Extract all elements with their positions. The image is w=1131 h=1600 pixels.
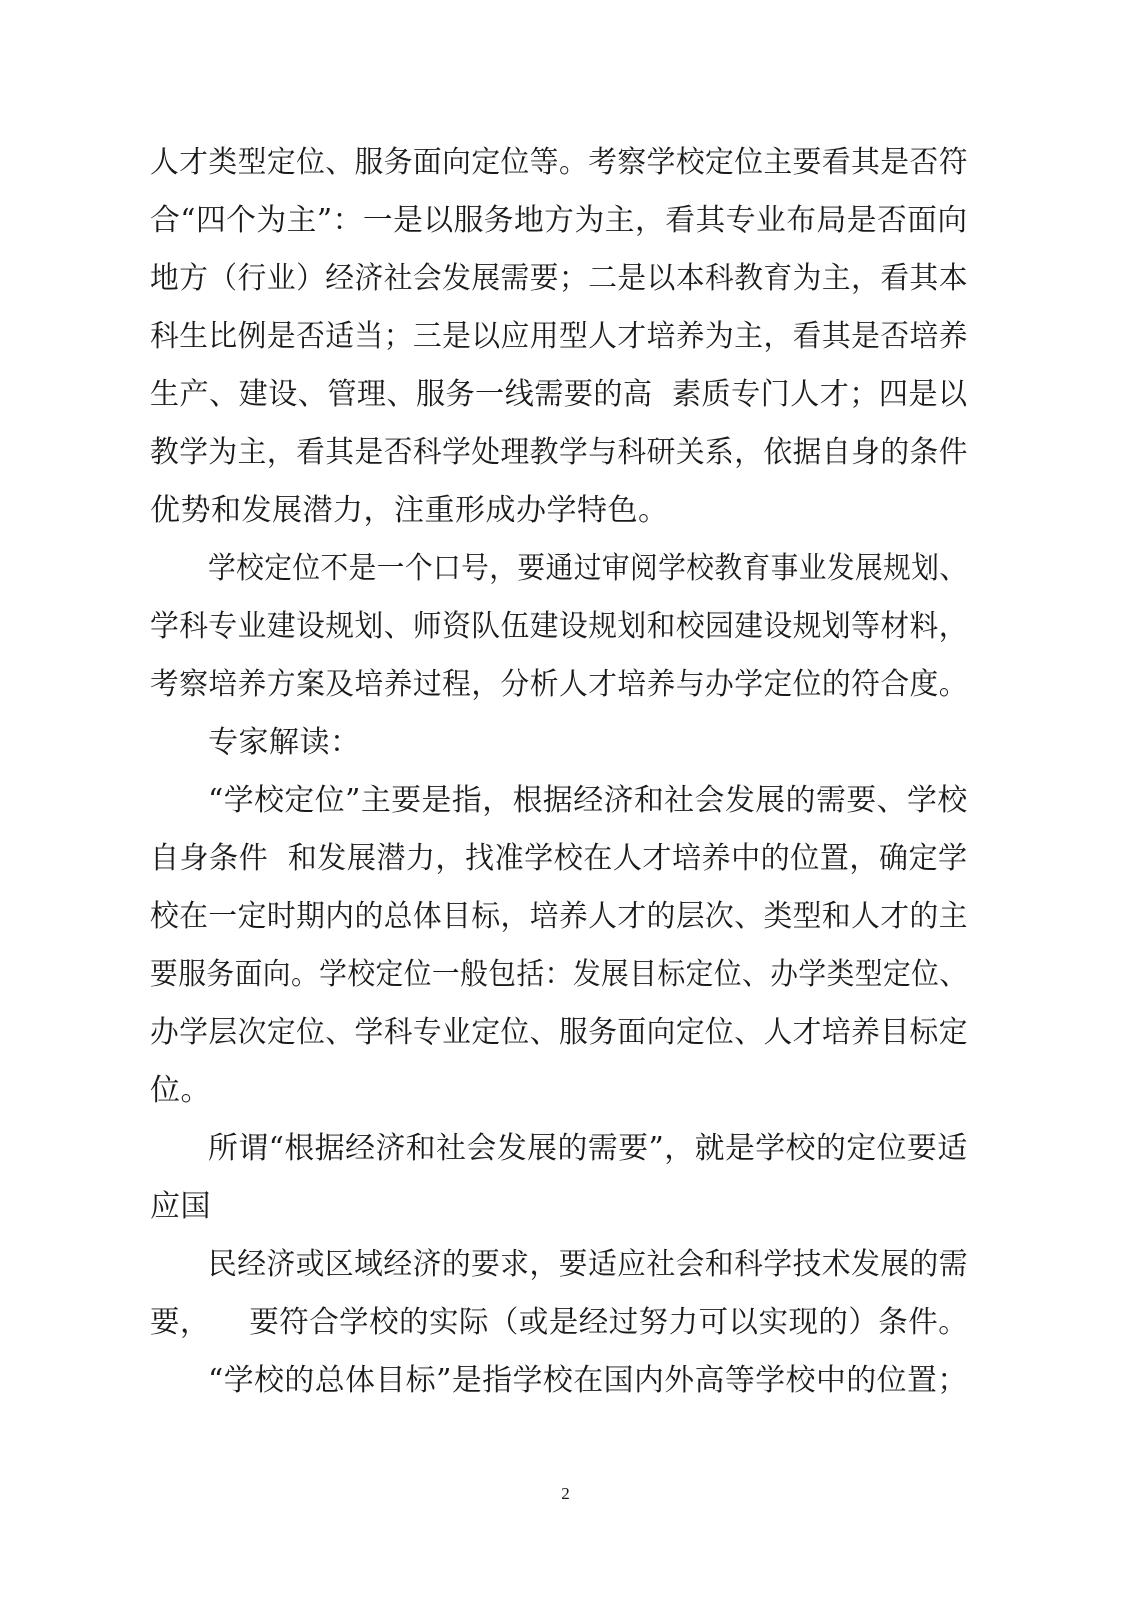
text-line: 地方（行业）经济社会发展需要；二是以本科教育为主，看其本 bbox=[150, 261, 968, 296]
text-line: 要， 要符合学校的实际（或是经过努力可以实现的）条件。 bbox=[150, 1305, 969, 1340]
paragraph-first-line: 所谓“根据经济和社会发展的需要”，就是学校的定位要适 bbox=[208, 1131, 968, 1166]
paragraph-first-line: 学校定位不是一个口号，要通过审阅学校教育事业发展规划、 bbox=[208, 551, 968, 586]
paragraph-first-line: 民经济或区域经济的要求，要适应社会和科学技术发展的需 bbox=[208, 1247, 969, 1282]
text-line: 应国 bbox=[150, 1189, 211, 1224]
text-line: 生产、建设、管理、服务一线需要的高 素质专门人才；四是以 bbox=[150, 377, 968, 412]
text-line: 学科专业建设规划、师资队伍建设规划和校园建设规划等材料， bbox=[150, 609, 968, 644]
text-line: 自身条件 和发展潜力，找准学校在人才培养中的位置，确定学 bbox=[150, 841, 968, 876]
text-line: 校在一定时期内的总体目标，培养人才的层次、类型和人才的主 bbox=[150, 899, 968, 934]
text-line: 位。 bbox=[150, 1073, 211, 1108]
page-number: 2 bbox=[561, 1484, 570, 1503]
text-line: 优势和发展潜力，注重形成办学特色。 bbox=[150, 493, 669, 528]
text-line: 教学为主，看其是否科学处理教学与科研关系，依据自身的条件 bbox=[150, 435, 968, 470]
text-line: 科生比例是否适当；三是以应用型人才培养为主，看其是否培养 bbox=[150, 319, 968, 354]
paragraph-first-line: “学校定位”主要是指，根据经济和社会发展的需要、学校 bbox=[208, 783, 968, 818]
paragraph-first-line: “学校的总体目标”是指学校在国内外高等学校中的位置； bbox=[208, 1363, 968, 1398]
text-line: 合“四个为主”：一是以服务地方为主，看其专业布局是否面向 bbox=[150, 203, 968, 238]
text-line: 办学层次定位、学科专业定位、服务面向定位、人才培养目标定 bbox=[150, 1015, 968, 1050]
text-line: 人才类型定位、服务面向定位等。考察学校定位主要看其是否符 bbox=[150, 145, 968, 180]
text-line: 考察培养方案及培养过程，分析人才培养与办学定位的符合度。 bbox=[150, 667, 968, 702]
section-heading: 专家解读： bbox=[208, 725, 361, 760]
text-line: 要服务面向。学校定位一般包括：发展目标定位、办学类型定位、 bbox=[150, 957, 968, 992]
